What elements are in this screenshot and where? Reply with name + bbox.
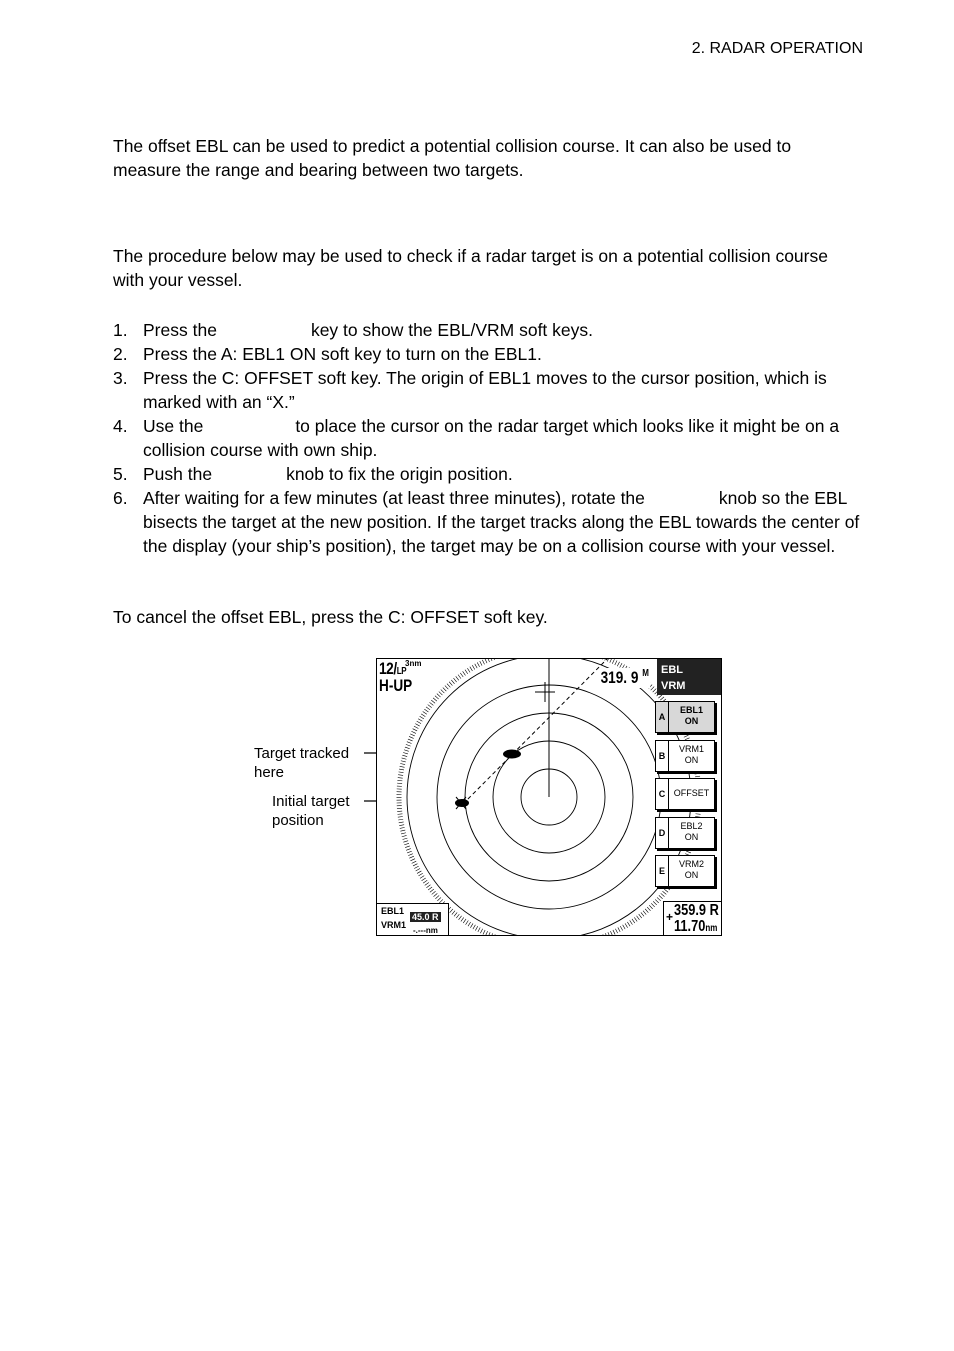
step-1: 1. Press the key to show the EBL/VRM soft keys. [113,320,593,340]
softkey-b-vrm1-on[interactable]: B VRM1 ON [655,740,715,772]
softkey-c-offset[interactable]: C OFFSET [655,778,715,810]
range-readout: 12/LP [379,659,407,678]
procedure-steps [113,318,873,558]
softkey-a-ebl1-on[interactable]: A EBL1 ON [655,701,715,733]
callout-target-tracked: Target tracked here [254,745,350,781]
step-4: 4. Use the to place the cursor on the radar target which looks like it might be on a collision course with own ship. [113,416,840,460]
procedure-intro: The procedure below may be used to check if a radar target is on a potential collision course with your vessel. [113,246,828,290]
cancel-note: To cancel the offset EBL, press the C: OFFSET soft key. [113,607,548,627]
ebl1-value: 45.0 R [412,912,439,922]
offset-ebl [463,659,617,804]
step-2: 2. Press the A: EBL1 ON soft key to turn on the EBL1. [113,344,542,364]
step-6: 6. After waiting for a few minutes (at least three minutes), rotate the knob so the EBL bisects the target at the new position. If the target tracks along the EBL towards the center of the display (your ship’s position), the target may be on a collision course with your vessel. [113,488,860,556]
radar-display [376,658,722,936]
ring-interval: 3nm [405,659,422,668]
heading-readout: 319. 9 $^M$ [600,668,649,687]
ebl-vrm-readout: EBL1 VRM1 45.0 R -.---nm [377,903,449,935]
presentation-mode: H-UP [379,676,413,695]
cursor-readout: + 359.9 R 11.70nm [663,901,721,935]
page-header: 2. RADAR OPERATION [691,40,863,57]
callout-initial-target: Initial target position [272,793,350,829]
softkey-d-ebl2-on[interactable]: D EBL2 ON [655,817,715,849]
step-3: 3. Press the C: OFFSET soft key. The origin of EBL1 moves to the cursor position, which is marked with an “X.” [113,368,827,412]
target-initial [455,799,469,807]
softkey-e-vrm2-on[interactable]: E VRM2 ON [655,855,715,887]
cursor-bearing: 359.9 R [674,902,719,919]
cursor-range: 11.70nm [674,918,718,935]
vrm1-value: -.---nm [413,926,438,935]
ebl-vrm-menu-title: EBL VRM [657,659,721,695]
intro-paragraph: The offset EBL can be used to predict a potential collision course. It can also be used to measure the range and bearing between two targets. [113,136,792,180]
target-tracked [503,750,521,759]
step-5: 5. Push the knob to fix the origin position. [113,464,513,484]
